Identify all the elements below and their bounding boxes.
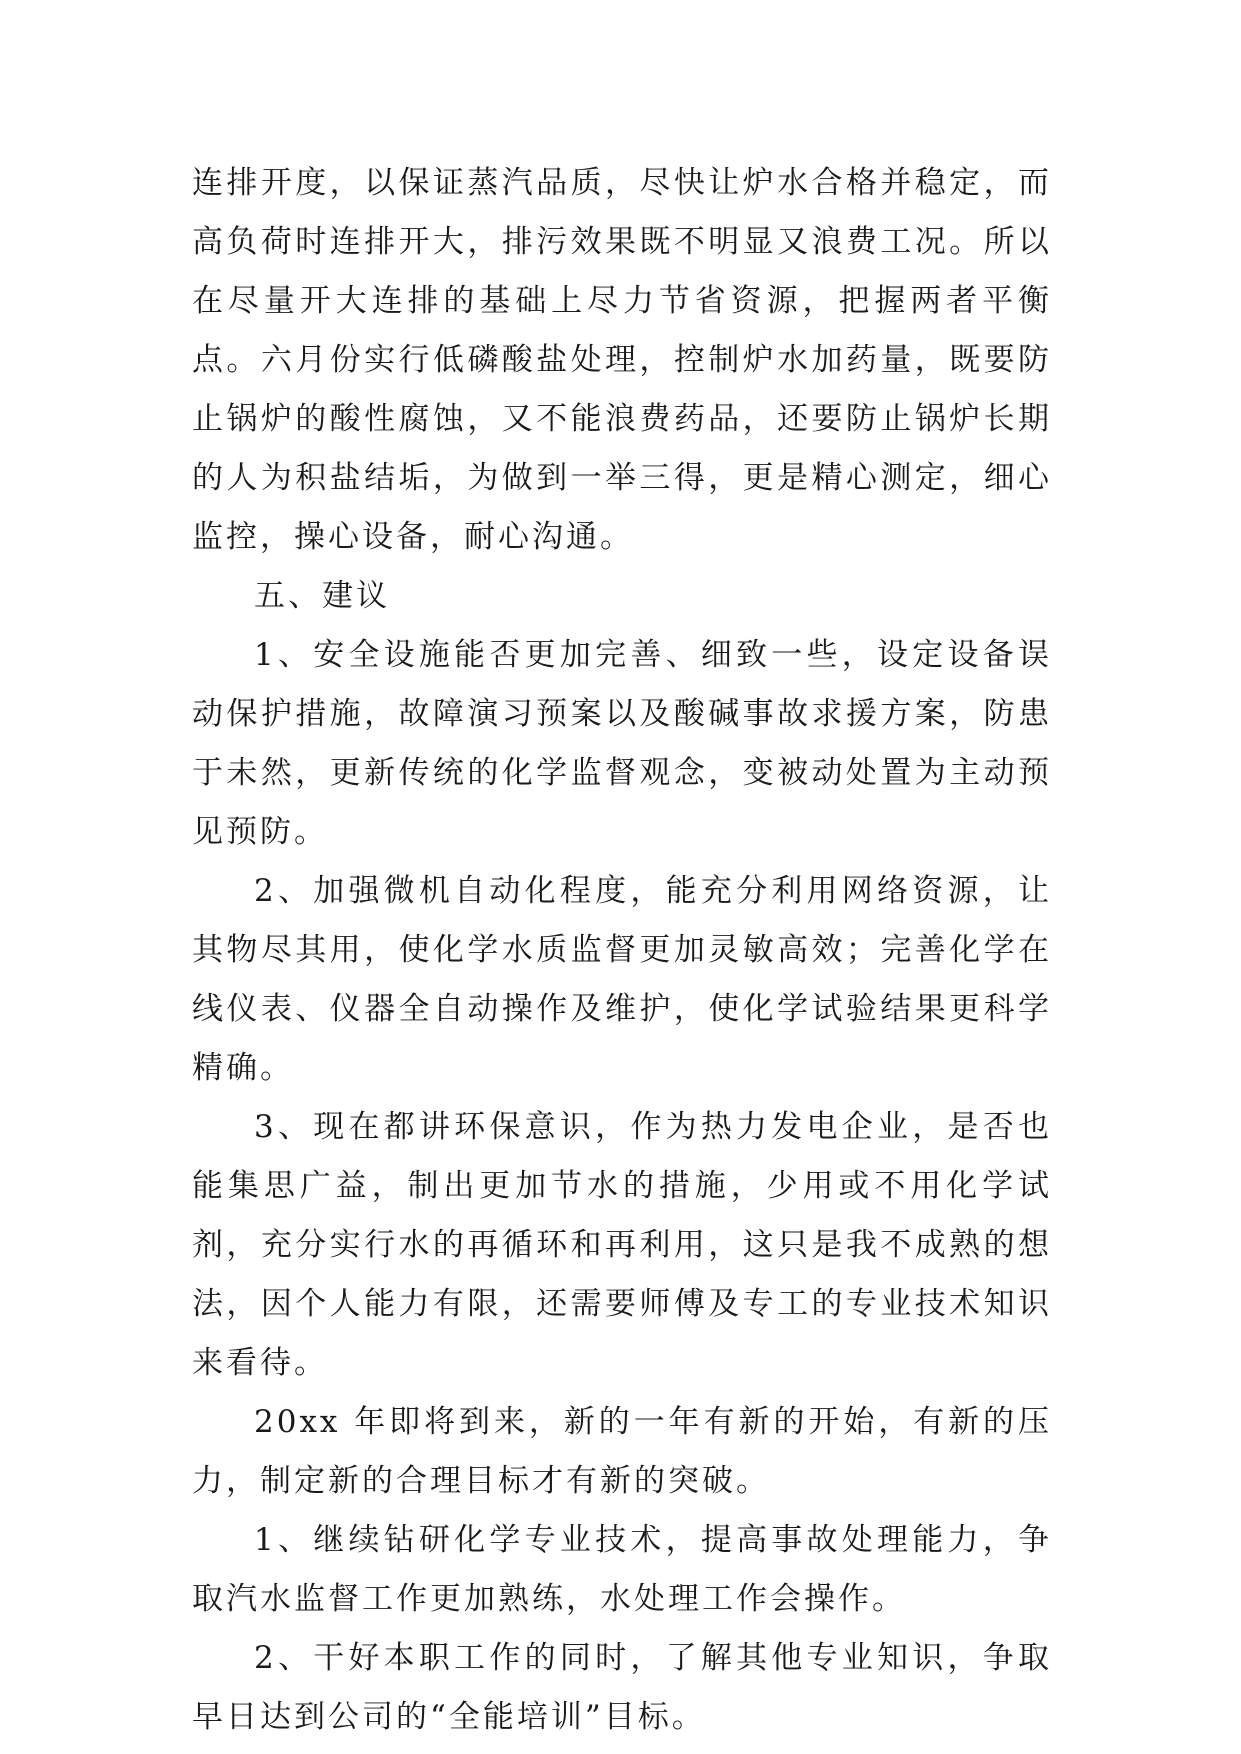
suggestion-item-2: 2、加强微机自动化程度，能充分利用网络资源，让其物尽其用，使化学水质监督更加灵敏高效；完善化学在线仪表、仪器全自动操作及维护，使化学试验结果更科学精确。 [192, 873, 1052, 1086]
goal-item-2: 2、干好本职工作的同时，了解其他专业知识，争取早日达到公司的“全能培训”目标。 [192, 1640, 1052, 1735]
section-heading-suggestions: 五、建议 [254, 578, 390, 614]
paragraph-continued-text: 连排开度，以保证蒸汽品质，尽快让炉水合格并稳定，而高负荷时连排开大，排污效果既不明显又浪费工况。所以在尽量开大连排的基础上尽力节省资源，把握两者平衡点。六月份实行低磷酸盐处理，控制炉水加药量，既要防止锅炉的酸性腐蚀，又不能浪费药品，还要防止锅炉长期的人为积盐结垢，为做到一举三得，更是精心测定，细心监控，操心设备，耐心沟通。 [192, 165, 1052, 555]
suggestion-item-1: 1、安全设施能否更加完善、细致一些，设定设备误动保护措施，故障演习预案以及酸碱事故求援方案，防患于未然，更新传统的化学监督观念，变被动处置为主动预见预防。 [192, 637, 1052, 850]
paragraph-new-year: 20xx 年即将到来，新的一年有新的开始，有新的压力，制定新的合理目标才有新的突破。 [192, 1404, 1052, 1499]
suggestion-item-3: 3、现在都讲环保意识，作为热力发电企业，是否也能集思广益，制出更加节水的措施，少用或不用化学试剂，充分实行水的再循环和再利用，这只是我不成熟的想法，因个人能力有限，还需要师傅及专工的专业技术知识来看待。 [192, 1109, 1052, 1381]
document-body [192, 154, 1052, 1747]
goal-item-1: 1、继续钻研化学专业技术，提高事故处理能力，争取汽水监督工作更加熟练，水处理工作会操作。 [192, 1522, 1052, 1617]
